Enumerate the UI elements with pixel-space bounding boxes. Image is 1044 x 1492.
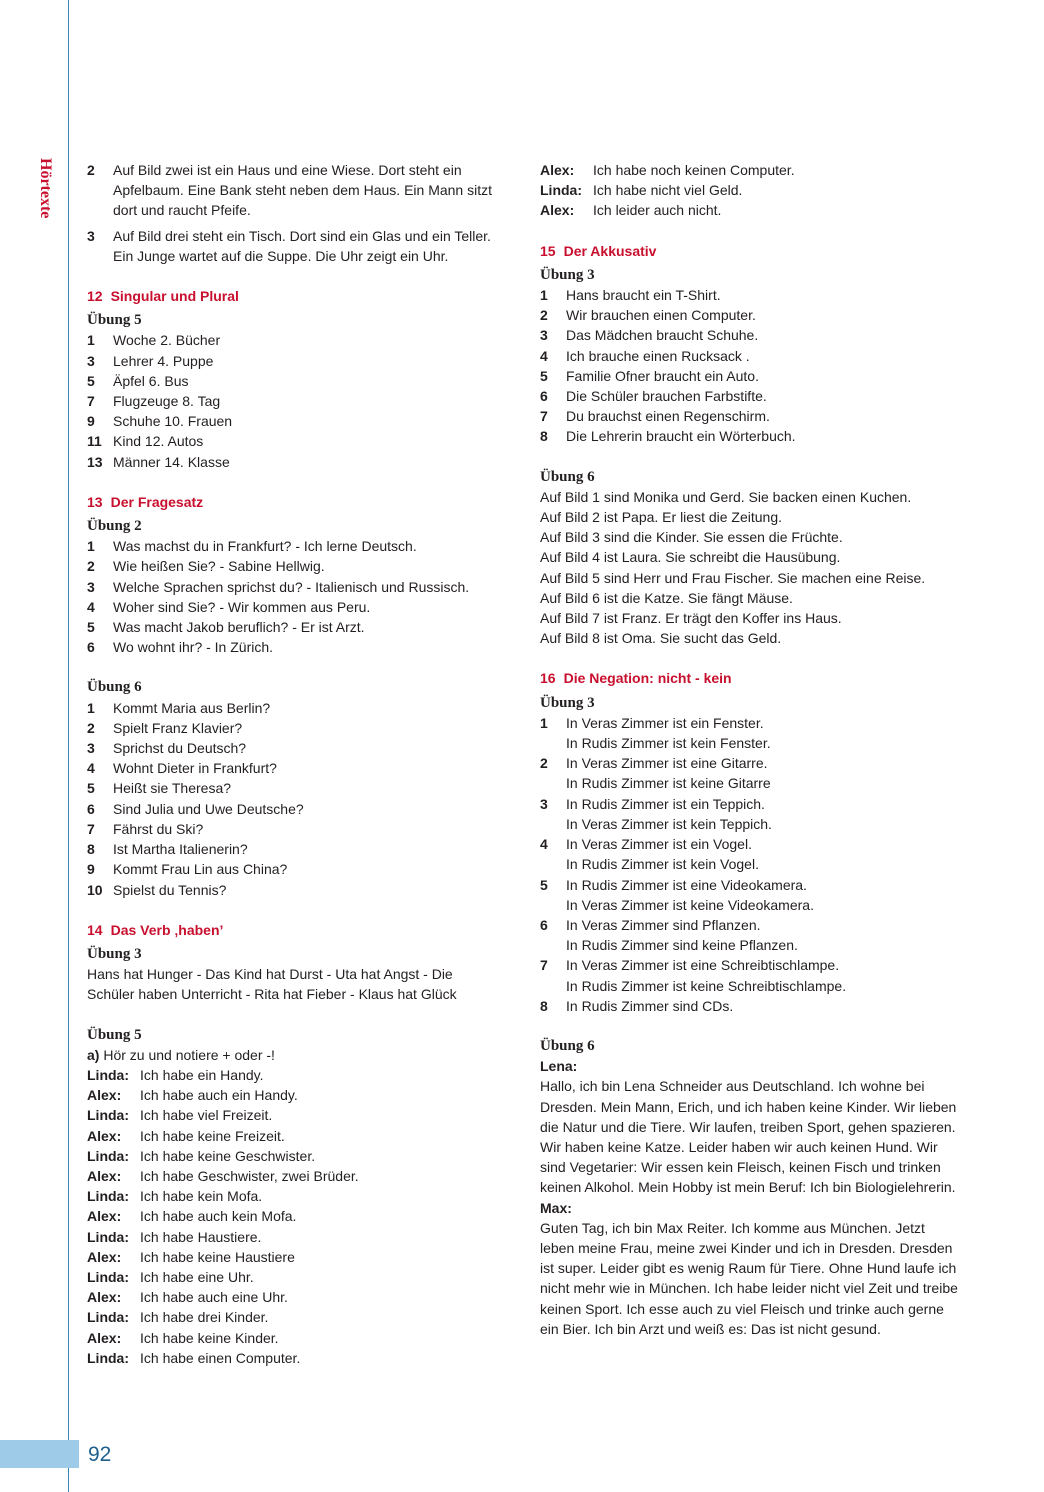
list-item <box>87 577 495 597</box>
exercise-heading: Übung 3 <box>87 945 142 962</box>
utterance: Ich habe nicht viel Geld. <box>593 182 743 199</box>
item-text: Die Lehrerin braucht ein Wörterbuch. <box>566 428 796 445</box>
speaker: Alex: <box>87 1087 122 1104</box>
list-item <box>87 617 495 637</box>
list-item <box>87 452 495 472</box>
speaker: Alex: <box>87 1208 122 1225</box>
item-line: In Veras Zimmer sind Pflanzen. <box>566 916 761 933</box>
item-text: Kommt Frau Lin aus China? <box>113 861 288 878</box>
item-number: 5 <box>87 372 95 389</box>
utterance: Ich leider auch nicht. <box>593 202 722 219</box>
exercise-heading: Übung 3 <box>540 266 595 283</box>
item-text: Kommt Maria aus Berlin? <box>113 699 271 716</box>
text-line: Auf Bild 2 ist Papa. Er liest die Zeitung. <box>540 509 783 526</box>
item-text: Flugzeuge 8. Tag <box>113 393 221 410</box>
item-line: In Rudis Zimmer ist keine Schreibtischlampe. <box>566 977 847 994</box>
item-text: Hans braucht ein T-Shirt. <box>566 287 721 304</box>
speaker: Alex: <box>87 1329 122 1346</box>
item-number: 5 <box>87 780 95 797</box>
item-text: Spielt Franz Klavier? <box>113 719 243 736</box>
text-line: Auf Bild 8 ist Oma. Sie sucht das Geld. <box>540 630 782 647</box>
item-number: 9 <box>87 861 95 878</box>
item-text <box>566 915 798 955</box>
dialog-line <box>87 1348 495 1368</box>
list-item <box>87 698 495 718</box>
item-text: Schuhe 10. Frauen <box>113 413 233 430</box>
item-text <box>566 834 759 874</box>
dialog-line <box>87 1186 495 1206</box>
speaker: Linda: <box>87 1349 129 1366</box>
list-item <box>87 758 495 778</box>
item-line: In Rudis Zimmer ist kein Fenster. <box>566 735 771 752</box>
item-line: In Rudis Zimmer ist keine Gitarre <box>566 775 771 792</box>
speaker: Linda: <box>87 1309 129 1326</box>
item-text <box>566 753 771 793</box>
list-item <box>87 799 495 819</box>
item-number: 4 <box>540 347 548 364</box>
speaker: Linda: <box>87 1268 129 1285</box>
exercise-heading: Übung 6 <box>540 1037 595 1054</box>
item-number: 3 <box>540 795 548 812</box>
item-number: 3 <box>87 578 95 595</box>
item-number: 1 <box>87 538 95 555</box>
item-text: Familie Ofner braucht ein Auto. <box>566 367 759 384</box>
item-text: Wir brauchen einen Computer. <box>566 307 756 324</box>
item-number: 1 <box>87 699 95 716</box>
item-line: In Rudis Zimmer ist eine Videokamera. <box>566 876 807 893</box>
item-number: 2 <box>540 307 548 324</box>
intro-items <box>87 160 495 266</box>
section-heading <box>87 920 495 940</box>
item-number: 4 <box>87 598 95 615</box>
speaker: Linda: <box>87 1107 129 1124</box>
item-line: In Veras Zimmer ist eine Gitarre. <box>566 755 768 772</box>
speaker-text: Hallo, ich bin Lena Schneider aus Deutschland. Ich wohne bei Dresden. Mein Mann, Erich, und ich haben keine Kinder. Wir lieben die Natur und die Tiere. Wir laufen, treiben Sport, gehen spazieren. Wir haben keine Katze. Leider haben wir auch keinen Hund. Wir sind Vegetarier: Wir essen kein Fleisch, keinen Fisch und trinken keinen Alkohol. Mein Hobby ist mein Beruf: Ich bin Biologielehrerin. <box>540 1078 957 1196</box>
item-text: Heißt sie Theresa? <box>113 780 232 797</box>
item-number: 5 <box>540 367 548 384</box>
item-text: Ist Martha Italienerin? <box>113 841 248 858</box>
exercise-text: Hans hat Hunger - Das Kind hat Durst - Uta hat Angst - Die Schüler haben Unterricht - Rita hat Fieber - Klaus hat Glück <box>87 966 457 1003</box>
list-item <box>540 713 960 753</box>
list-item <box>540 875 960 915</box>
item-number: 1 <box>540 287 548 304</box>
utterance: Ich habe Geschwister, zwei Brüder. <box>140 1167 359 1184</box>
section-title: Der Akkusativ <box>563 242 657 259</box>
dialog-line <box>87 1085 495 1105</box>
text-line: Auf Bild 5 sind Herr und Frau Fischer. Sie machen eine Reise. <box>540 569 926 586</box>
item-line: In Veras Zimmer ist eine Schreibtischlampe. <box>566 957 840 974</box>
item-text <box>566 955 846 995</box>
list-item <box>87 778 495 798</box>
item-number: 6 <box>540 388 548 405</box>
item-text: Auf Bild zwei ist ein Haus und eine Wiese. Dort steht ein Apfelbaum. Eine Bank steht neben dem Haus. Ein Mann sitzt dort und raucht Pfeife. <box>113 162 492 219</box>
item-text: Lehrer 4. Puppe <box>113 352 214 369</box>
item-number: 4 <box>540 836 548 853</box>
list-item <box>87 371 495 391</box>
section-number: 12 <box>87 288 103 305</box>
list-item <box>540 386 960 406</box>
section-13 <box>87 492 495 900</box>
utterance: Ich habe auch eine Uhr. <box>140 1289 288 1306</box>
item-text: Woche 2. Bücher <box>113 332 221 349</box>
item-number: 8 <box>540 997 548 1014</box>
item-number: 7 <box>540 408 548 425</box>
list-item <box>87 226 495 266</box>
section-title: Das Verb ‚haben’ <box>110 921 224 938</box>
item-line: In Rudis Zimmer ist kein Vogel. <box>566 856 759 873</box>
utterance: Ich habe kein Mofa. <box>140 1188 263 1205</box>
item-number: 2 <box>540 755 548 772</box>
section-number: 15 <box>540 242 556 259</box>
dialog-line <box>540 200 960 220</box>
list-item <box>87 330 495 350</box>
speaker: Linda: <box>87 1188 129 1205</box>
footer-bar <box>0 1440 79 1468</box>
section-14 <box>87 920 495 1368</box>
section-15 <box>540 241 960 649</box>
item-text: Was machst du in Frankfurt? - Ich lerne Deutsch. <box>113 538 417 555</box>
speaker-label: Lena: <box>540 1058 578 1075</box>
section-side-title: Hörtexte <box>37 158 54 219</box>
dialog-line <box>87 1267 495 1287</box>
right-column <box>540 160 960 1339</box>
item-number: 6 <box>540 916 548 933</box>
list-item <box>87 880 495 900</box>
item-number: 1 <box>87 332 95 349</box>
list-item <box>87 637 495 657</box>
item-text: Auf Bild drei steht ein Tisch. Dort sind ein Glas und ein Teller. Ein Junge wartet auf die Suppe. Die Uhr zeigt ein Uhr. <box>113 227 491 264</box>
item-number: 7 <box>87 393 95 410</box>
dialog-line <box>87 1307 495 1327</box>
task-text: Hör zu und notiere + oder -! <box>99 1046 275 1063</box>
section-heading <box>87 492 495 512</box>
item-text: Woher sind Sie? - Wir kommen aus Peru. <box>113 598 371 615</box>
utterance: Ich habe auch kein Mofa. <box>140 1208 297 1225</box>
section-number: 14 <box>87 921 103 938</box>
utterance: Ich habe drei Kinder. <box>140 1309 269 1326</box>
item-text: Du brauchst einen Regenschirm. <box>566 408 770 425</box>
exercise-heading: Übung 3 <box>540 694 595 711</box>
exercise-lines <box>540 487 960 649</box>
speaker: Alex: <box>87 1167 122 1184</box>
utterance: Ich habe keine Haustiere <box>140 1248 295 1265</box>
item-text <box>566 875 814 915</box>
list-item <box>540 996 960 1016</box>
item-number: 8 <box>540 428 548 445</box>
utterance: Ich habe Haustiere. <box>140 1228 262 1245</box>
dialog-line <box>87 1065 495 1085</box>
dialog-line <box>87 1166 495 1186</box>
list-item <box>87 431 495 451</box>
item-number: 4 <box>87 760 95 777</box>
item-number: 7 <box>540 957 548 974</box>
speaker: Alex: <box>87 1248 122 1265</box>
section-12 <box>87 286 495 472</box>
section-title: Die Negation: nicht - kein <box>563 670 732 687</box>
text-line: Auf Bild 1 sind Monika und Gerd. Sie backen einen Kuchen. <box>540 488 912 505</box>
utterance: Ich habe viel Freizeit. <box>140 1107 273 1124</box>
list-item <box>87 718 495 738</box>
text-line: Auf Bild 6 ist die Katze. Sie fängt Mäuse. <box>540 589 793 606</box>
item-number: 6 <box>87 800 95 817</box>
page-number: 92 <box>88 1443 112 1466</box>
item-text: Wo wohnt ihr? - In Zürich. <box>113 639 274 656</box>
item-text <box>566 794 772 834</box>
item-number: 5 <box>87 619 95 636</box>
list-item <box>87 859 495 879</box>
margin-rule <box>68 0 69 1492</box>
list-item <box>540 285 960 305</box>
speaker-label: Max: <box>540 1199 572 1216</box>
item-text: Fährst du Ski? <box>113 820 204 837</box>
item-line: In Veras Zimmer ist ein Fenster. <box>566 714 764 731</box>
list-item <box>87 351 495 371</box>
item-text: Äpfel 6. Bus <box>113 372 189 389</box>
section-title: Der Fragesatz <box>110 493 204 510</box>
list-item <box>540 834 960 874</box>
list-item <box>540 366 960 386</box>
item-line: In Rudis Zimmer sind keine Pflanzen. <box>566 937 798 954</box>
list-item <box>87 819 495 839</box>
text-line: Auf Bild 4 ist Laura. Sie schreibt die Hausübung. <box>540 549 841 566</box>
section-number: 13 <box>87 493 103 510</box>
section-number: 16 <box>540 670 556 687</box>
exercise-heading: Übung 5 <box>87 1026 142 1043</box>
dialog-continuation <box>540 160 960 221</box>
item-text: Das Mädchen braucht Schuhe. <box>566 327 759 344</box>
speaker: Linda: <box>540 182 582 199</box>
dialog-line <box>87 1247 495 1267</box>
list-item <box>540 915 960 955</box>
left-column <box>87 160 495 1368</box>
item-text: Kind 12. Autos <box>113 433 204 450</box>
list-item <box>540 305 960 325</box>
speaker: Alex: <box>87 1289 122 1306</box>
item-number: 2 <box>87 719 95 736</box>
item-number: 6 <box>87 639 95 656</box>
item-text: In Rudis Zimmer sind CDs. <box>566 997 734 1014</box>
item-number: 10 <box>87 881 103 898</box>
item-number: 8 <box>87 841 95 858</box>
list-item <box>87 556 495 576</box>
exercise-heading: Übung 6 <box>87 679 142 696</box>
item-number: 3 <box>87 227 95 244</box>
item-text: Männer 14. Klasse <box>113 453 230 470</box>
section-title: Singular und Plural <box>110 288 239 305</box>
dialog-line <box>87 1328 495 1348</box>
list-item <box>540 955 960 995</box>
utterance: Ich habe keine Kinder. <box>140 1329 279 1346</box>
item-line: In Rudis Zimmer ist ein Teppich. <box>566 795 765 812</box>
item-line: In Veras Zimmer ist ein Vogel. <box>566 836 752 853</box>
list-item <box>540 794 960 834</box>
item-text: Spielst du Tennis? <box>113 881 227 898</box>
item-number: 2 <box>87 558 95 575</box>
section-16 <box>540 668 960 1339</box>
dialog-line <box>540 180 960 200</box>
utterance: Ich habe eine Uhr. <box>140 1268 254 1285</box>
task-instruction <box>87 1045 495 1065</box>
item-text: Sind Julia und Uwe Deutsche? <box>113 800 304 817</box>
item-number: 3 <box>540 327 548 344</box>
list-item <box>87 391 495 411</box>
speaker: Linda: <box>87 1066 129 1083</box>
utterance: Ich habe einen Computer. <box>140 1349 301 1366</box>
list-item <box>87 160 495 221</box>
item-line: In Veras Zimmer ist kein Teppich. <box>566 815 772 832</box>
section-heading <box>540 241 960 261</box>
exercise-heading: Übung 6 <box>540 468 595 485</box>
text-line: Auf Bild 7 ist Franz. Er trägt den Koffer ins Haus. <box>540 610 842 627</box>
item-number: 9 <box>87 413 95 430</box>
utterance: Ich habe keine Freizeit. <box>140 1127 285 1144</box>
item-text <box>566 713 771 753</box>
item-number: 11 <box>87 433 102 450</box>
list-item <box>540 753 960 793</box>
utterance: Ich habe ein Handy. <box>140 1066 264 1083</box>
dialog-line <box>87 1227 495 1247</box>
list-item <box>87 597 495 617</box>
dialog-line <box>540 160 960 180</box>
item-line: In Veras Zimmer ist keine Videokamera. <box>566 896 814 913</box>
item-text: Sprichst du Deutsch? <box>113 740 247 757</box>
item-text: Die Schüler brauchen Farbstifte. <box>566 388 767 405</box>
list-item <box>87 839 495 859</box>
item-text: Ich brauche einen Rucksack . <box>566 347 750 364</box>
item-text: Welche Sprachen sprichst du? - Italienisch und Russisch. <box>113 578 470 595</box>
list-item <box>540 325 960 345</box>
item-number: 3 <box>87 740 95 757</box>
dialog-line <box>87 1206 495 1226</box>
dialog-line <box>87 1146 495 1166</box>
speaker: Alex: <box>540 202 575 219</box>
exercise-heading: Übung 2 <box>87 518 142 535</box>
item-number: 13 <box>87 453 103 470</box>
item-number: 1 <box>540 714 548 731</box>
item-number: 2 <box>87 162 95 178</box>
item-number: 7 <box>87 820 95 837</box>
dialog-line <box>87 1105 495 1125</box>
exercise-heading: Übung 5 <box>87 312 142 329</box>
utterance: Ich habe auch ein Handy. <box>140 1087 298 1104</box>
section-heading <box>87 286 495 306</box>
speaker: Alex: <box>540 162 575 178</box>
utterance: Ich habe keine Geschwister. <box>140 1147 316 1164</box>
speaker-text: Guten Tag, ich bin Max Reiter. Ich komme aus München. Jetzt leben meine Frau, meine zwei Kinder und ich in Dresden. Dresden ist super. Leider gibt es wenig Raum für Tiere. Ohne Hund laufe ich nicht mehr wie in München. Ich habe leider nicht viel Zeit und treibe keinen Sport. Ich esse auch zu viel Fleisch und trinke auch gerne ein Bier. Ich bin Arzt und weiß es: Das ist nicht gesund. <box>540 1219 958 1337</box>
utterance: Ich habe noch keinen Computer. <box>593 162 795 178</box>
item-number: 5 <box>540 876 548 893</box>
speaker: Linda: <box>87 1228 129 1245</box>
list-item <box>87 738 495 758</box>
dialog-line <box>87 1126 495 1146</box>
list-item <box>540 426 960 446</box>
speaker: Alex: <box>87 1127 122 1144</box>
list-item <box>540 346 960 366</box>
item-text: Was macht Jakob beruflich? - Er ist Arzt. <box>113 619 365 636</box>
item-number: 3 <box>87 352 95 369</box>
task-label: a) <box>87 1046 100 1063</box>
section-heading <box>540 668 960 688</box>
text-line: Auf Bild 3 sind die Kinder. Sie essen die Früchte. <box>540 529 843 546</box>
item-text: Wie heißen Sie? - Sabine Hellwig. <box>113 558 325 575</box>
list-item <box>540 406 960 426</box>
item-text: Wohnt Dieter in Frankfurt? <box>113 760 277 777</box>
list-item <box>87 411 495 431</box>
speaker: Linda: <box>87 1147 129 1164</box>
list-item <box>87 536 495 556</box>
dialog-line <box>87 1287 495 1307</box>
